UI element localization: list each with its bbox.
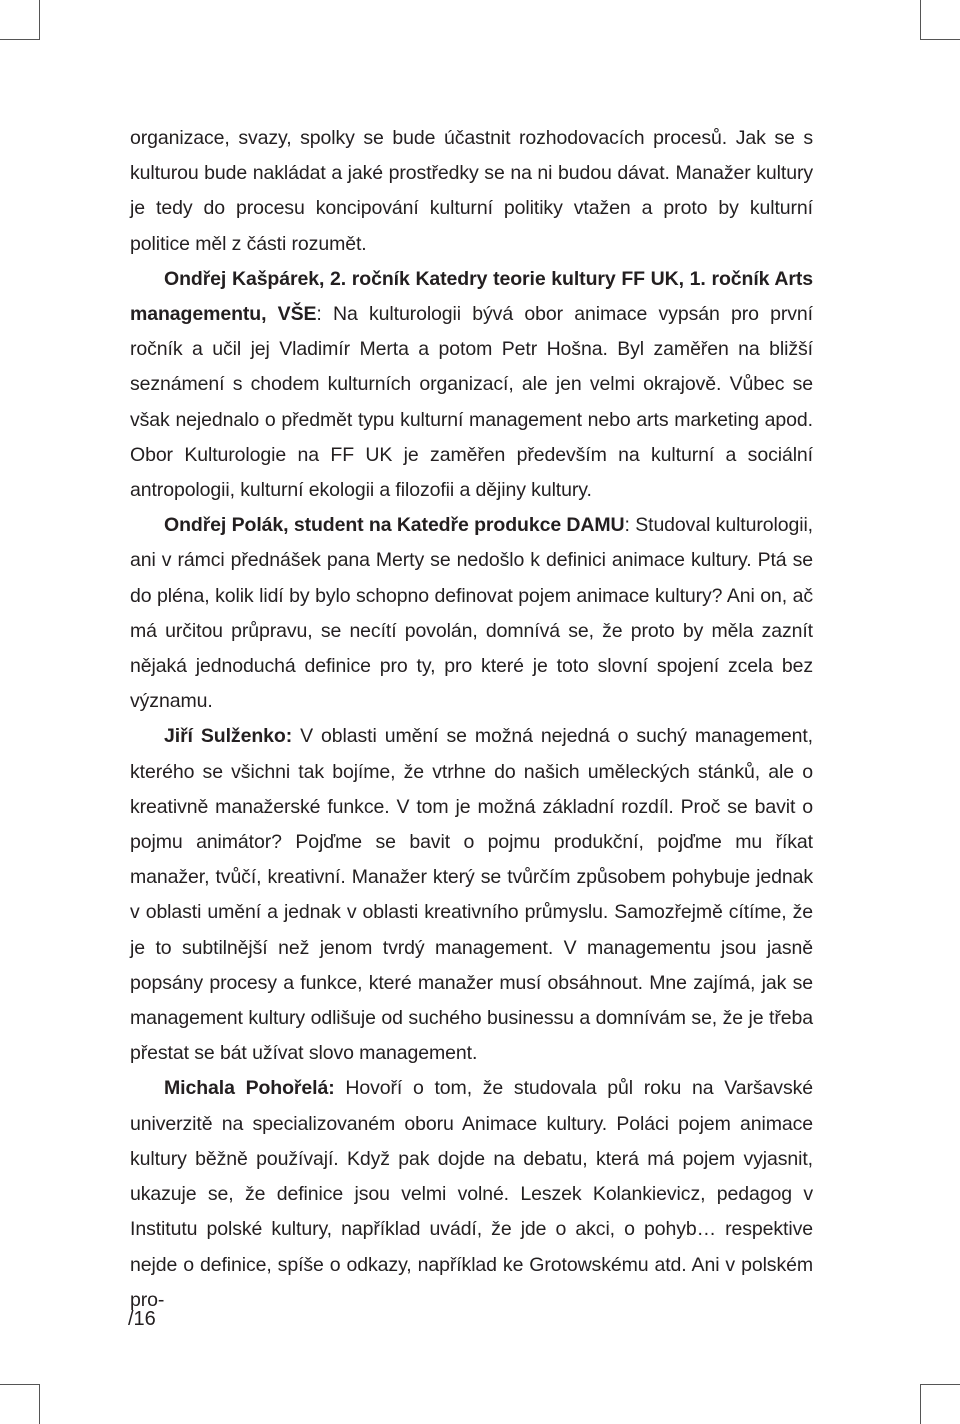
- page-number: /16: [128, 1308, 156, 1330]
- paragraph-text: : Studoval kulturologii, ani v rámci přednášek pana Merty se nedošlo k definici animace kultury. Ptá se do pléna, kolik lidí by bylo schopno definovat pojem animace kultury? Ani on, ač má určitou průpravu, se necítí povolán, domnívá se, že proto by měla zaznít nějaká jednoduchá definice pro ty, pro které je toto slovní spojení zcela bez významu.: [130, 514, 814, 713]
- crop-mark-top-right-h: [920, 39, 960, 40]
- paragraph-sulzenko: [130, 719, 813, 1071]
- speaker-name: Ondřej Polák, student na Katedře produkce DAMU: [164, 514, 625, 537]
- speaker-name: Michala Pohořelá:: [164, 1077, 335, 1100]
- paragraph-text: : Na kulturologii bývá obor animace vypsán pro první ročník a učil jej Vladimír Merta a potom Petr Hošna. Byl zaměřen na bližší seznámení s chodem kulturních organizací, ale jen velmi okrajově. Vůbec se však nejednalo o předmět typu kulturní management nebo arts marketing apod. Obor Kulturologie na FF UK je zaměřen především na kulturní a sociální antropologii, kulturní ekologii a filozofii a dějiny kultury.: [130, 303, 813, 502]
- speaker-name: Jiří Sulženko:: [164, 725, 293, 748]
- crop-mark-bottom-right-h: [920, 1384, 960, 1385]
- crop-mark-bottom-left-h: [0, 1384, 40, 1385]
- crop-mark-top-left: [39, 0, 40, 40]
- crop-mark-bottom-right: [920, 1384, 921, 1424]
- paragraph-polak: [130, 508, 813, 719]
- crop-mark-top-left-h: [0, 39, 40, 40]
- speaker-name: Ondřej Kašpárek, 2. ročník Katedry teorie kultury FF UK, 1. ročník Arts managementu, VŠE: [130, 267, 813, 326]
- crop-mark-top-right: [920, 0, 921, 40]
- paragraph-text: organizace, svazy, spolky se bude účastnit rozhodovacích procesů. Jak se s kulturou bude nakládat a jaké prostředky se na ni budou dávat. Manažer kultury je tedy do procesu koncipování kulturní politiky vtažen a proto by kulturní politice měl z části rozumět.: [130, 127, 813, 255]
- paragraph-continuation: [130, 121, 813, 262]
- paragraph-kasparek: [130, 262, 813, 508]
- paragraph-text: V oblasti umění se možná nejedná o suchý management, kterého se všichni tak bojíme, že vtrhne do našich uměleckých stánků, ale o kreativně manažerské funkce. V tom je možná základní rozdíl. Proč se bavit o pojmu animátor? Pojďme se bavit o pojmu produkční, pojďme mu říkat manažer, tvůčí, kreativní. Manažer který se tvůrčím způsobem pohybuje jednak v oblasti umění a jednak v oblasti kreativního průmyslu. Samozřejmě cítíme, že je to subtilnější než jenom tvrdý management. V managementu jsou jasně popsány procesy a funkce, které manažer musí obsáhnout. Mne zajímá, jak se management kultury odlišuje od suchého businessu a domnívám se, že je třeba přestat se bát užívat slovo management.: [130, 725, 813, 1065]
- paragraph-pohorela: [130, 1071, 813, 1317]
- crop-mark-bottom-left: [39, 1384, 40, 1424]
- body-text: [130, 121, 813, 1318]
- paragraph-text: Hovoří o tom, že studovala půl roku na Varšavské univerzitě na specializovaném oboru Animace kultury. Poláci pojem animace kultury běžně používají. Když pak dojde na debatu, která má pojem vyjasnit, ukazuje se, že definice jsou velmi volné. Leszek Kolankievicz, pedagog v Institutu polské kultury, například uvádí, že jde o akci, o pohyb… respektive nejde o definice, spíše o odkazy, například ke Grotowskému atd. Ani v polském pro-: [130, 1077, 813, 1311]
